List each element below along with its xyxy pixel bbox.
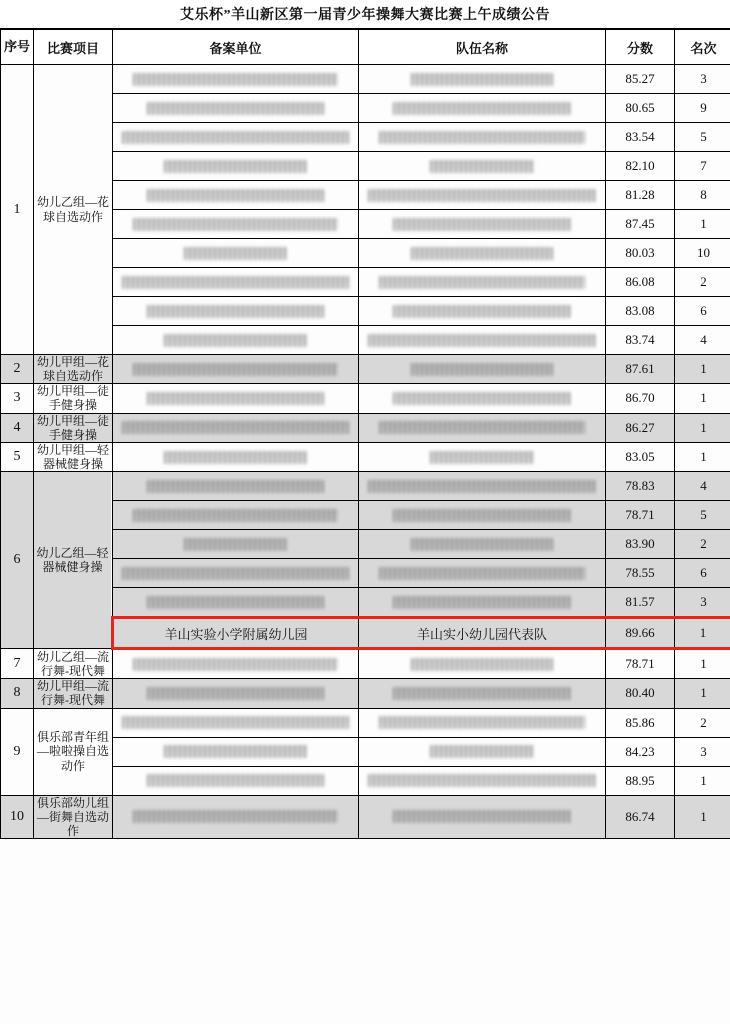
- redacted-text: [147, 102, 323, 115]
- cell-team: [359, 384, 606, 413]
- redacted-text: [393, 102, 570, 115]
- cell-unit: [113, 297, 359, 326]
- cell-event: 幼儿乙组—流行舞-现代舞: [34, 649, 113, 679]
- table-row: [1, 679, 730, 708]
- cell-team: [359, 239, 606, 268]
- cell-team: [359, 649, 606, 679]
- cell-team: [359, 501, 606, 530]
- redacted-text: [164, 160, 306, 173]
- cell-seq: 2: [1, 355, 34, 384]
- cell-unit: [113, 679, 359, 708]
- cell-team: [359, 472, 606, 501]
- cell-score: 83.74: [606, 326, 675, 355]
- cell-rank: 1: [675, 355, 730, 384]
- column-header-score: 分数: [606, 30, 675, 65]
- cell-score: 85.86: [606, 708, 675, 737]
- redacted-text: [147, 305, 323, 318]
- redacted-text: [411, 363, 554, 376]
- cell-score: 85.27: [606, 65, 675, 94]
- cell-seq: 9: [1, 708, 34, 795]
- cell-score: 86.27: [606, 413, 675, 442]
- cell-unit: [113, 795, 359, 838]
- cell-score: 80.65: [606, 94, 675, 123]
- cell-rank: 3: [675, 737, 730, 766]
- cell-score: 86.74: [606, 795, 675, 838]
- cell-score: 80.03: [606, 239, 675, 268]
- cell-unit: [113, 649, 359, 679]
- cell-score: 81.57: [606, 588, 675, 618]
- cell-unit: [113, 501, 359, 530]
- redacted-text: [164, 334, 306, 347]
- table-header: [1, 30, 730, 65]
- redacted-text: [393, 509, 570, 522]
- cell-team: [359, 679, 606, 708]
- redacted-text: [368, 334, 597, 347]
- redacted-text: [122, 567, 350, 580]
- cell-rank: 1: [675, 766, 730, 795]
- redacted-text: [133, 73, 339, 86]
- cell-score: 88.95: [606, 766, 675, 795]
- cell-rank: 2: [675, 708, 730, 737]
- redacted-text: [379, 276, 586, 289]
- cell-seq: 8: [1, 679, 34, 708]
- cell-score: 87.61: [606, 355, 675, 384]
- cell-unit: [113, 559, 359, 588]
- redacted-text: [411, 658, 554, 671]
- cell-unit: 羊山实验小学附属幼儿园: [113, 618, 359, 649]
- cell-rank: 6: [675, 559, 730, 588]
- cell-team: [359, 766, 606, 795]
- results-table: [0, 29, 730, 839]
- cell-rank: 4: [675, 472, 730, 501]
- cell-score: 78.71: [606, 501, 675, 530]
- cell-event: 俱乐部幼儿组—街舞自选动作: [34, 795, 113, 838]
- cell-rank: 1: [675, 649, 730, 679]
- table-row: [1, 649, 730, 679]
- cell-unit: [113, 530, 359, 559]
- redacted-text: [133, 218, 339, 231]
- cell-unit: [113, 326, 359, 355]
- cell-score: 86.08: [606, 268, 675, 297]
- cell-score: 83.54: [606, 123, 675, 152]
- redacted-text: [147, 596, 323, 609]
- page-title: 艾乐杯”羊山新区第一届青少年操舞大赛比赛上午成绩公告: [0, 0, 730, 29]
- cell-seq: 10: [1, 795, 34, 838]
- redacted-text: [393, 810, 570, 823]
- cell-rank: 5: [675, 123, 730, 152]
- cell-score: 81.28: [606, 181, 675, 210]
- table-row: [1, 384, 730, 413]
- redacted-text: [430, 160, 533, 173]
- redacted-text: [147, 189, 323, 202]
- cell-score: 83.90: [606, 530, 675, 559]
- cell-team: [359, 210, 606, 239]
- redacted-text: [368, 774, 597, 787]
- table-row: [1, 472, 730, 501]
- cell-unit: [113, 384, 359, 413]
- cell-unit: [113, 152, 359, 181]
- cell-rank: 8: [675, 181, 730, 210]
- redacted-text: [122, 276, 350, 289]
- redacted-text: [147, 392, 323, 405]
- cell-rank: 3: [675, 65, 730, 94]
- cell-seq: 5: [1, 442, 34, 471]
- cell-event: 幼儿甲组—徒手健身操: [34, 413, 113, 442]
- cell-unit: [113, 442, 359, 471]
- cell-score: 78.71: [606, 649, 675, 679]
- redacted-text: [147, 480, 323, 493]
- redacted-text: [379, 567, 586, 580]
- redacted-text: [133, 509, 339, 522]
- cell-rank: 1: [675, 795, 730, 838]
- cell-team: 羊山实小幼儿园代表队: [359, 618, 606, 649]
- cell-unit: [113, 472, 359, 501]
- redacted-text: [379, 716, 586, 729]
- cell-unit: [113, 413, 359, 442]
- cell-team: [359, 65, 606, 94]
- cell-seq: 6: [1, 472, 34, 649]
- cell-rank: 7: [675, 152, 730, 181]
- redacted-text: [411, 247, 554, 260]
- redacted-text: [411, 73, 554, 86]
- cell-event: 幼儿甲组—花球自选动作: [34, 355, 113, 384]
- redacted-text: [379, 421, 586, 434]
- cell-score: 84.23: [606, 737, 675, 766]
- cell-team: [359, 326, 606, 355]
- cell-event: 幼儿甲组—轻器械健身操: [34, 442, 113, 471]
- column-header-seq-label: 序号: [3, 39, 30, 55]
- column-header-seq: [1, 30, 34, 65]
- redacted-text: [393, 218, 570, 231]
- cell-score: 87.45: [606, 210, 675, 239]
- redacted-text: [379, 131, 586, 144]
- cell-team: [359, 268, 606, 297]
- table-row: [1, 355, 730, 384]
- cell-team: [359, 442, 606, 471]
- cell-seq: 1: [1, 65, 34, 355]
- column-header-event: 比赛项目: [34, 30, 113, 65]
- cell-score: 78.55: [606, 559, 675, 588]
- cell-unit: [113, 181, 359, 210]
- cell-rank: 1: [675, 210, 730, 239]
- cell-rank: 1: [675, 442, 730, 471]
- table-row: [1, 413, 730, 442]
- cell-team: [359, 559, 606, 588]
- redacted-text: [184, 247, 287, 260]
- cell-score: 86.70: [606, 384, 675, 413]
- redacted-text: [122, 716, 350, 729]
- redacted-text: [393, 687, 570, 700]
- cell-rank: 2: [675, 530, 730, 559]
- redacted-text: [430, 451, 533, 464]
- cell-team: [359, 152, 606, 181]
- cell-team: [359, 588, 606, 618]
- table-row: [1, 795, 730, 838]
- column-header-rank: 名次: [675, 30, 730, 65]
- cell-seq: 3: [1, 384, 34, 413]
- cell-event: 幼儿乙组—花球自选动作: [34, 65, 113, 355]
- redacted-text: [411, 538, 554, 551]
- cell-rank: 1: [675, 384, 730, 413]
- redacted-text: [147, 774, 323, 787]
- cell-score: 82.10: [606, 152, 675, 181]
- cell-event: 幼儿乙组—轻器械健身操: [34, 472, 113, 649]
- table-header-row: [1, 30, 730, 65]
- redacted-text: [133, 363, 339, 376]
- redacted-text: [368, 480, 597, 493]
- cell-team: [359, 94, 606, 123]
- cell-score: 83.08: [606, 297, 675, 326]
- redacted-text: [393, 305, 570, 318]
- cell-team: [359, 737, 606, 766]
- redacted-text: [133, 658, 339, 671]
- redacted-text: [122, 421, 350, 434]
- cell-unit: [113, 239, 359, 268]
- cell-rank: 3: [675, 588, 730, 618]
- cell-seq: 7: [1, 649, 34, 679]
- cell-team: [359, 123, 606, 152]
- cell-unit: [113, 588, 359, 618]
- cell-unit: [113, 123, 359, 152]
- cell-unit: [113, 94, 359, 123]
- cell-team: [359, 708, 606, 737]
- cell-score: 78.83: [606, 472, 675, 501]
- cell-unit: [113, 737, 359, 766]
- cell-score: 80.40: [606, 679, 675, 708]
- table-row: [1, 65, 730, 94]
- cell-score: 89.66: [606, 618, 675, 649]
- redacted-text: [368, 189, 597, 202]
- table-row: [1, 442, 730, 471]
- column-header-team: 队伍名称: [359, 30, 606, 65]
- cell-rank: 1: [675, 679, 730, 708]
- cell-rank: 2: [675, 268, 730, 297]
- cell-team: [359, 355, 606, 384]
- table-body: [1, 65, 730, 839]
- cell-unit: [113, 65, 359, 94]
- cell-event: 幼儿甲组—流行舞-现代舞: [34, 679, 113, 708]
- cell-rank: 1: [675, 618, 730, 649]
- cell-rank: 1: [675, 413, 730, 442]
- redacted-text: [147, 687, 323, 700]
- cell-rank: 6: [675, 297, 730, 326]
- cell-team: [359, 795, 606, 838]
- redacted-text: [393, 392, 570, 405]
- redacted-text: [164, 451, 306, 464]
- cell-unit: [113, 268, 359, 297]
- redacted-text: [122, 131, 350, 144]
- table-row: [1, 708, 730, 737]
- cell-team: [359, 413, 606, 442]
- cell-rank: 4: [675, 326, 730, 355]
- cell-unit: [113, 210, 359, 239]
- redacted-text: [184, 538, 287, 551]
- cell-team: [359, 530, 606, 559]
- redacted-text: [430, 745, 533, 758]
- cell-rank: 5: [675, 501, 730, 530]
- cell-rank: 10: [675, 239, 730, 268]
- cell-event: 幼儿甲组—徒手健身操: [34, 384, 113, 413]
- cell-team: [359, 297, 606, 326]
- cell-unit: [113, 766, 359, 795]
- cell-unit: [113, 355, 359, 384]
- cell-event: 俱乐部青年组—啦啦操自选动作: [34, 708, 113, 795]
- redacted-text: [164, 745, 306, 758]
- cell-seq: 4: [1, 413, 34, 442]
- column-header-unit: 备案单位: [113, 30, 359, 65]
- cell-score: 83.05: [606, 442, 675, 471]
- cell-team: [359, 181, 606, 210]
- cell-unit: [113, 708, 359, 737]
- cell-rank: 9: [675, 94, 730, 123]
- redacted-text: [393, 596, 570, 609]
- redacted-text: [133, 810, 339, 823]
